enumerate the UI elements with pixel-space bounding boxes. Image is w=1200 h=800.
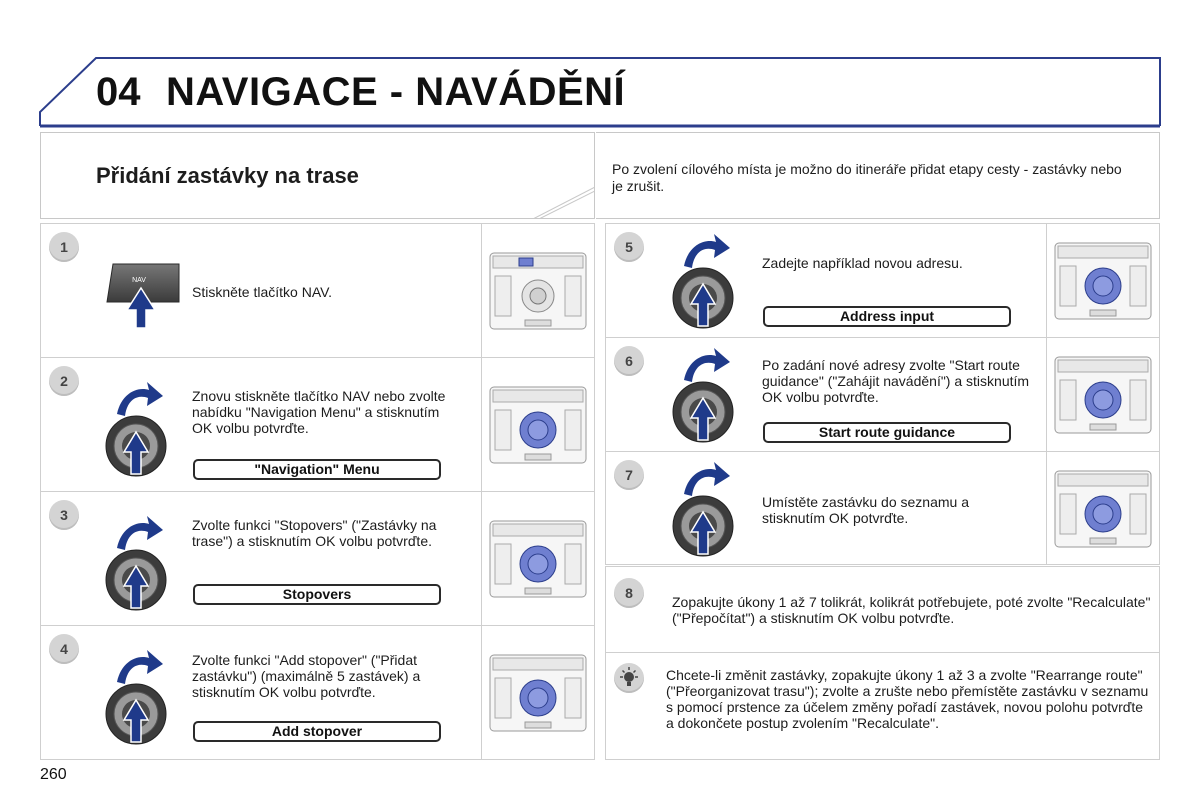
screenshot-cell (481, 224, 594, 357)
rotary-knob-icon (103, 510, 167, 614)
radio-panel-thumbnail (489, 252, 587, 330)
step-7 (606, 452, 1159, 564)
screenshot-cell (481, 492, 594, 625)
radio-panel-thumbnail (489, 654, 587, 732)
rotary-knob-icon (670, 228, 734, 332)
section-title-box (40, 132, 595, 219)
navigation-menu-button[interactable]: "Navigation" Menu (193, 459, 441, 480)
step-number-badge: 2 (49, 366, 79, 396)
start-route-guidance-button[interactable]: Start route guidance (763, 422, 1011, 443)
step-number-badge: 7 (614, 460, 644, 490)
step-text: Umístěte zastávku do seznamu a stisknutím OK potvrďte. (762, 494, 969, 526)
radio-panel-thumbnail (489, 386, 587, 464)
nav-key-icon (103, 258, 183, 330)
step-text: Zadejte například novou adresu. (762, 255, 963, 271)
intro-text: Po zvolení cílového místa je možno do itineráře přidat etapy cesty - zastávky nebo je zrušit. (612, 161, 1122, 194)
step-6 (606, 338, 1159, 452)
step-number-badge: 5 (614, 232, 644, 262)
step-1 (41, 224, 594, 358)
radio-panel-thumbnail (489, 520, 587, 598)
tip-text: Chcete-li změnit zastávky, zopakujte úkony 1 až 3 a zvolte "Rearrange route" ("Přeorganizovat trasu"); zvolte a zrušte nebo přemístěte zastávku v seznamu s pomocí prstence za účelem změny pořadí zastávek, novou polohu potvrďte a dokončete postup zvolením "Recalculate". (666, 667, 1149, 731)
rotary-knob-icon (103, 376, 167, 480)
rotary-knob-icon (670, 456, 734, 560)
step-text: Zopakujte úkony 1 až 7 tolikrát, kolikrát potřebujete, poté zvolte "Recalculate" ("Přepočítat") a stisknutím OK volbu potvrďte. (672, 594, 1151, 626)
svg-text:NAV: NAV (132, 277, 146, 284)
step-text: Znovu stiskněte tlačítko NAV nebo zvolte nabídku "Navigation Menu" a stisknutím OK volbu potvrďte. (192, 388, 446, 436)
step-number-badge: 4 (49, 634, 79, 664)
screenshot-cell (1046, 452, 1159, 564)
screenshot-cell (1046, 224, 1159, 337)
chapter-header (0, 0, 1200, 130)
fold-decoration (533, 187, 595, 219)
screenshot-cell (481, 358, 594, 491)
step-text: Zvolte funkci "Add stopover" ("Přidat zastávku") (maximálně 5 zastávek) a stisknutím OK volbu potvrďte. (192, 652, 421, 700)
section-title: Přidání zastávky na trase (96, 163, 359, 188)
step-number-badge: 8 (614, 578, 644, 608)
step-4 (41, 626, 594, 759)
stopovers-button[interactable]: Stopovers (193, 584, 441, 605)
radio-panel-thumbnail (1054, 356, 1152, 434)
notes-panel (605, 566, 1160, 760)
step-text: Zvolte funkci "Stopovers" ("Zastávky na trase") a stisknutím OK volbu potvrďte. (192, 517, 437, 549)
left-steps-panel (40, 223, 595, 760)
right-steps-panel (605, 223, 1160, 565)
lightbulb-icon (614, 663, 644, 693)
screenshot-cell (481, 626, 594, 759)
rotary-knob-icon (103, 644, 167, 748)
step-8 (606, 567, 1159, 653)
radio-panel-thumbnail (1054, 242, 1152, 320)
page-title: NAVIGACE - NAVÁDĚNÍ (166, 70, 626, 114)
step-5 (606, 224, 1159, 338)
step-number-badge: 6 (614, 346, 644, 376)
chapter-number: 04 (96, 70, 141, 114)
radio-panel-thumbnail (1054, 470, 1152, 548)
add-stopover-button[interactable]: Add stopover (193, 721, 441, 742)
step-number-badge: 1 (49, 232, 79, 262)
step-3 (41, 492, 594, 626)
rotary-knob-icon (670, 342, 734, 446)
step-text: Po zadání nové adresy zvolte "Start route guidance" ("Zahájit navádění") a stisknutím OK volbu potvrďte. (762, 357, 1030, 405)
address-input-button[interactable]: Address input (763, 306, 1011, 327)
page-number: 260 (40, 766, 67, 783)
step-2 (41, 358, 594, 492)
screenshot-cell (1046, 338, 1159, 451)
step-text: Stiskněte tlačítko NAV. (192, 284, 333, 300)
tip-row (606, 653, 1159, 759)
tip-badge (614, 663, 644, 693)
step-number-badge: 3 (49, 500, 79, 530)
